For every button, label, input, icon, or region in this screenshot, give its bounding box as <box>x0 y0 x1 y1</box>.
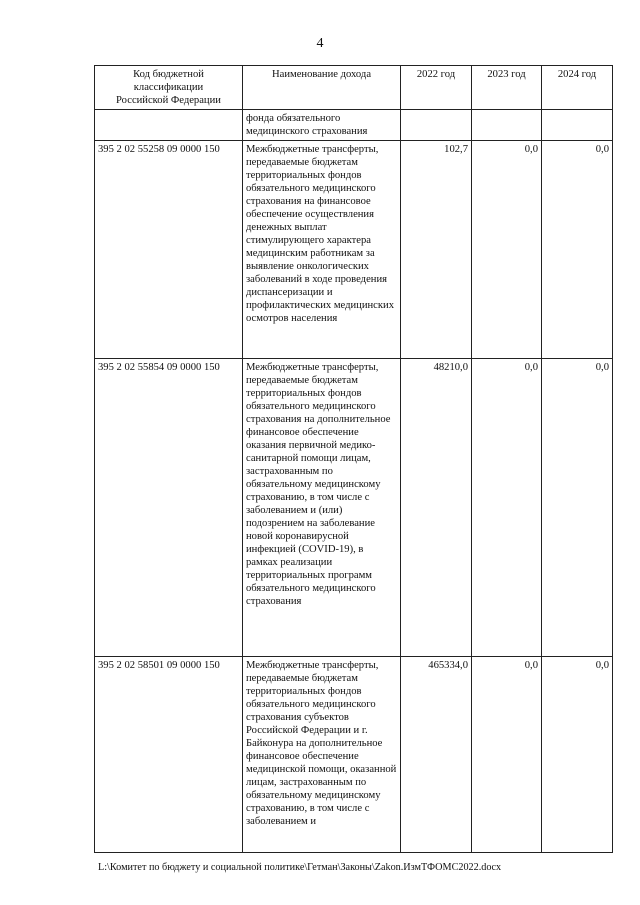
cell-2023: 0,0 <box>472 657 542 853</box>
table-header-row <box>95 66 613 110</box>
cell-code: 395 2 02 55854 09 0000 150 <box>95 359 243 657</box>
budget-income-table <box>94 65 613 853</box>
header-code: Код бюджетной классификации Российской Федерации <box>95 66 243 110</box>
page-number: 4 <box>316 36 324 51</box>
cell-name: Межбюджетные трансферты, передаваемые бюджетам территориальных фондов обязательного медицинского страхования на финансовое обеспечение осуществления денежных выплат стимулирующего характера медицинским работникам за выявление онкологических заболеваний в ходе проведения диспансеризации и профилактических медицинских осмотров населения <box>243 141 401 359</box>
header-2024: 2024 год <box>542 66 613 110</box>
table-row-continuation <box>95 110 613 141</box>
cell-name: фонда обязательного медицинского страхования <box>243 110 401 141</box>
cell-2022: 465334,0 <box>401 657 472 853</box>
cell-2024: 0,0 <box>542 657 613 853</box>
cell-2024 <box>542 110 613 141</box>
header-name: Наименование дохода <box>243 66 401 110</box>
cell-code: 395 2 02 58501 09 0000 150 <box>95 657 243 853</box>
table-row <box>95 141 613 359</box>
cell-2023 <box>472 110 542 141</box>
cell-2022: 48210,0 <box>401 359 472 657</box>
file-path-footer: L:\Комитет по бюджету и социальной политике\Гетман\Законы\Zakon.ИзмТФОМС2022.docx <box>98 862 502 873</box>
cell-code: 395 2 02 55258 09 0000 150 <box>95 141 243 359</box>
table-row <box>95 359 613 657</box>
header-2023: 2023 год <box>472 66 542 110</box>
cell-name: Межбюджетные трансферты, передаваемые бюджетам территориальных фондов обязательного медицинского страхования субъектов Российской Федерации и г. Байконура на дополнительное финансовое обеспечение медицинской помощи, оказанной лицам, застрахованным по обязательному медицинскому страхованию, в том числе с заболеванием и <box>243 657 401 853</box>
cell-2022: 102,7 <box>401 141 472 359</box>
cell-code <box>95 110 243 141</box>
cell-2022 <box>401 110 472 141</box>
header-2022: 2022 год <box>401 66 472 110</box>
cell-name: Межбюджетные трансферты, передаваемые бюджетам территориальных фондов обязательного медицинского страхования на дополнительное финансовое обеспечение оказания первичной медико-санитарной помощи лицам, застрахованным по обязательному медицинскому страхованию, в том числе с заболеванием и (или) подозрением на заболевание новой коронавирусной инфекцией (COVID-19), в рамках реализации территориальных программ обязательного медицинского страхования <box>243 359 401 657</box>
cell-2023: 0,0 <box>472 141 542 359</box>
cell-2023: 0,0 <box>472 359 542 657</box>
cell-2024: 0,0 <box>542 359 613 657</box>
table-row <box>95 657 613 853</box>
cell-2024: 0,0 <box>542 141 613 359</box>
